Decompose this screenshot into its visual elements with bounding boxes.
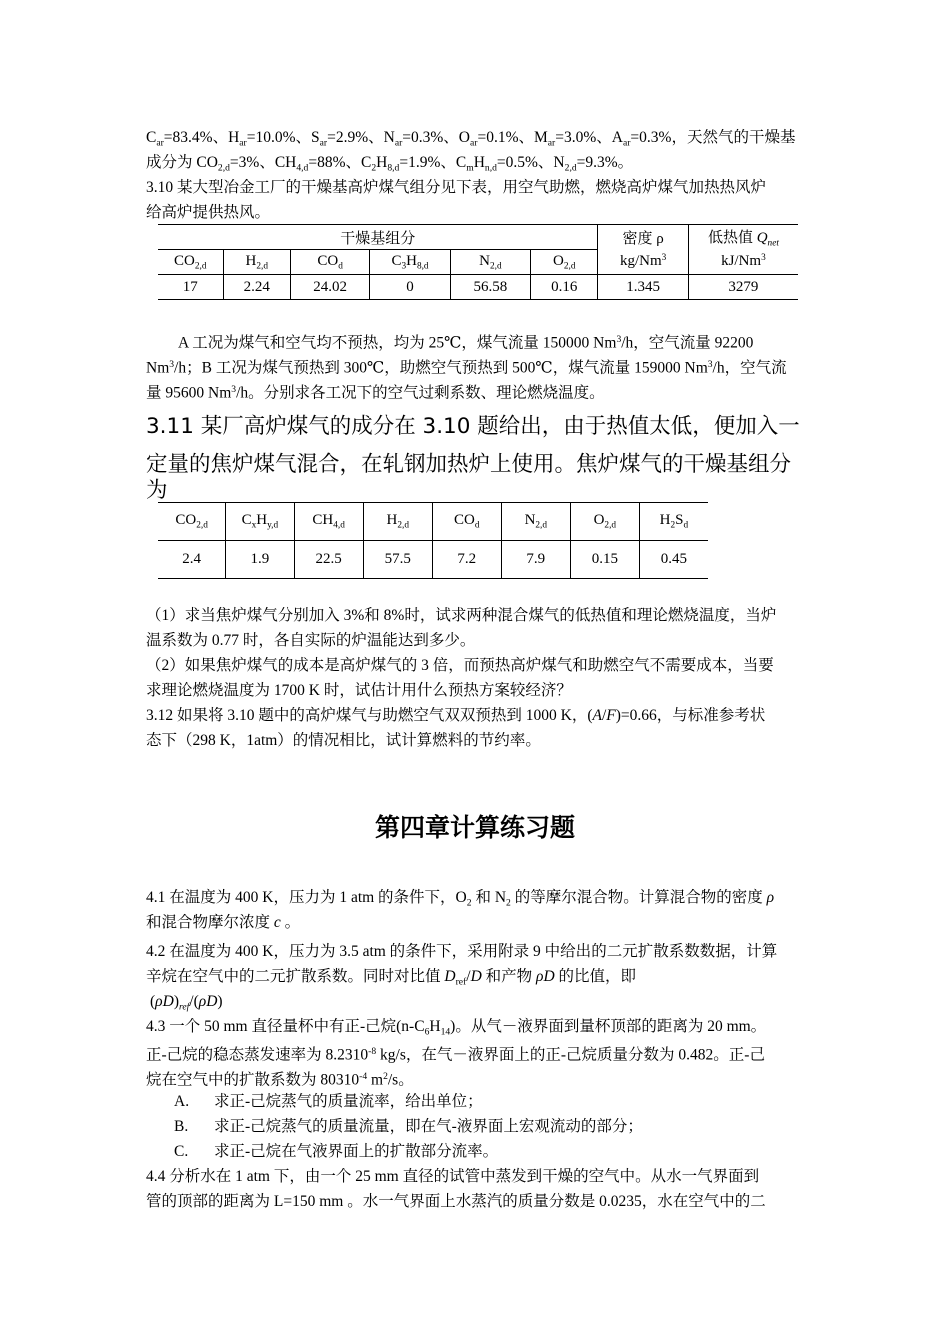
table-col-header: $O_{2,d}$ (531, 250, 598, 275)
chapter-title: 第四章计算练习题 (374, 813, 575, 842)
question-3-11-line: 3.11 某厂高炉煤气的成分在 3.10 题给出，由于热值太低，便加入一 (146, 414, 800, 439)
text-line: 量 95600 Nm$^3$/h。分别求各工况下的空气过剩系数、理论燃烧温度。 (146, 384, 605, 402)
table-col-header: $N_{2,d}$ (450, 250, 530, 275)
question-3-10-line: 3.10 某大型冶金工厂的干燥基高炉煤气组分见下表，用空气助燃，燃烧高炉煤气加热热风炉 (146, 179, 767, 196)
table-cell: 3279 (688, 275, 798, 300)
table-cell: 0.45 (639, 541, 708, 579)
table-cell: 2.24 (223, 275, 290, 300)
table-cell: 7.2 (432, 541, 501, 579)
text-line: 定量的焦炉煤气混合，在轧钢加热炉上使用。焦炉煤气的干燥基组分 (146, 452, 792, 477)
text-line: 为 (146, 478, 168, 503)
table-unit-density: kg/Nm$^3$ (598, 250, 688, 275)
list-text: 求正-己烷在气液界面上的扩散部分流率。 (214, 1143, 499, 1160)
table-cell: 24.02 (290, 275, 369, 300)
text-line: 成分为 $CO_{2,d}=3\%$、$CH_{4,d}=88\%$、$C_2H_{8,d}=1.9\%$、$C_mH_{n,d}=0.5\%$、$N_{2,d}=9.3\%$。 (146, 154, 634, 174)
table-header-heat: 低热值 $Q_{net}$ (688, 225, 798, 250)
text-line: （2）如果焦炉煤气的成本是高炉煤气的 3 倍，而预热高炉煤气和助燃空气不需要成本，当要 (146, 657, 774, 674)
text-line: Nm$^3$/h；B 工况为煤气预热到 300℃，助燃空气预热到 500℃，煤气流量 159000 Nm$^3$/h，空气流 (146, 359, 787, 377)
text-line: 态下（298 K，1atm）的情况相比，试计算燃料的节约率。 (146, 732, 541, 749)
table-col-header: $CH_{4,d}$ (294, 503, 363, 541)
table-col-header: $H_{2,d}$ (363, 503, 432, 541)
table-col-header: $C_3H_{8,d}$ (370, 250, 450, 275)
table-col-header: $CO_{2,d}$ (158, 503, 226, 541)
table-unit-heat: kJ/Nm$^3$ (688, 250, 798, 275)
table-group-header: 干燥基组分 (158, 225, 598, 250)
table-cell: 57.5 (363, 541, 432, 579)
list-marker: A. (174, 1093, 190, 1110)
list-marker: B. (174, 1118, 189, 1135)
question-4-1-line: 4.1 在温度为 400 K，压力为 1 atm 的条件下，$O_2$ 和 $N_2$ 的等摩尔混合物。计算混合物的密度 ρ (146, 889, 775, 909)
table-cell: 0.15 (570, 541, 639, 579)
list-text: 求正-己烷蒸气的质量流率，给出单位； (214, 1093, 483, 1110)
table-cell: 0 (370, 275, 450, 300)
table-cell: 56.58 (450, 275, 530, 300)
list-marker: C. (174, 1143, 189, 1160)
list-item-c (174, 1142, 498, 1162)
formula-line: $(\rho D)_{ref}/(\rho D)$ (150, 993, 223, 1013)
text-line: $C_{ar}=83.4\%$、$H_{ar}=10.0\%$、$S_{ar}=2.9\%$、$N_{ar}=0.3\%$、$O_{ar}=0.1\%$、$M_{ar}=3.0\%$、$A_{ar}=0.3\%$，天然气的干燥基 (146, 129, 796, 149)
question-4-3-line: 4.3 一个 50 mm 直径量杯中有正-己烷$(n-C_6H_{14})$。从气－液界面到量杯顶部的距离为 20 mm。 (146, 1018, 767, 1038)
table-cell: 0.16 (531, 275, 598, 300)
table-col-header: $H_{2,d}$ (223, 250, 290, 275)
table-cell: 1.9 (226, 541, 294, 579)
text-line: 正-己烷的稳态蒸发速率为 $8.2310^{-8}$ kg/s，在气－液界面上的正-己烷质量分数为 0.482。正-己 (146, 1046, 765, 1064)
text-line: 管的顶部的距离为 L=150 mm 。水一气界面上水蒸汽的质量分数是 0.0235，水在空气中的二 (146, 1193, 766, 1210)
text-line: 求理论燃烧温度为 1700 K 时，试估计用什么预热方案较经济？ (146, 682, 572, 699)
table-col-header: $CO_{2,d}$ (158, 250, 223, 275)
table-col-header: $N_{2,d}$ (501, 503, 570, 541)
table-cell: 17 (158, 275, 223, 300)
text-line: （1）求当焦炉煤气分别加入 3%和 8%时，试求两种混合煤气的低热值和理论燃烧温度，当炉 (146, 607, 777, 624)
text-line: 辛烷在空气中的二元扩散系数。同时对比值 $D_{ref}/D$ 和产物 ρD 的比值，即 (146, 968, 637, 988)
table-col-header: $CO_d$ (290, 250, 369, 275)
table-col-header: $C_xH_{y,d}$ (226, 503, 294, 541)
table-cell: 7.9 (501, 541, 570, 579)
list-text: 求正-己烷蒸气的质量流量，即在气-液界面上宏观流动的部分； (214, 1118, 643, 1135)
question-3-12-line: 3.12 如果将 3.10 题中的高炉煤气与助燃空气双双预热到 1000 K，(A/F)=0.66，与标准参考状 (146, 707, 766, 724)
coke-oven-gas-table (158, 502, 708, 579)
question-4-2-line: 4.2 在温度为 400 K，压力为 3.5 atm 的条件下，采用附录 9 中给出的二元扩散系数数据，计算 (146, 943, 778, 960)
text-line: A 工况为煤气和空气均不预热，均为 25℃，煤气流量 150000 Nm$^3$/h，空气流量 92200 (178, 334, 754, 352)
table-cell: 2.4 (158, 541, 226, 579)
question-4-4-line: 4.4 分析水在 1 atm 下，由一个 25 mm 直径的试管中蒸发到干燥的空气中。从水一气界面到 (146, 1168, 760, 1185)
table-header-density: 密度 ρ (598, 225, 688, 250)
list-item-a (174, 1092, 483, 1112)
table-cell: 1.345 (598, 275, 688, 300)
table-col-header: $H_2S_d$ (639, 503, 708, 541)
text-line: 烷在空气中的扩散系数为 $80310^{-4}$ $m^2/s$。 (146, 1071, 414, 1089)
text-line: 温系数为 0.77 时，各自实际的炉温能达到多少。 (146, 632, 476, 649)
text-line: 和混合物摩尔浓度 c 。 (146, 914, 301, 931)
blast-furnace-gas-table (158, 224, 798, 300)
list-item-b (174, 1117, 643, 1137)
table-col-header: $CO_d$ (432, 503, 501, 541)
table-cell: 22.5 (294, 541, 363, 579)
table-col-header: $O_{2,d}$ (570, 503, 639, 541)
text-line: 给高炉提供热风。 (146, 204, 271, 221)
